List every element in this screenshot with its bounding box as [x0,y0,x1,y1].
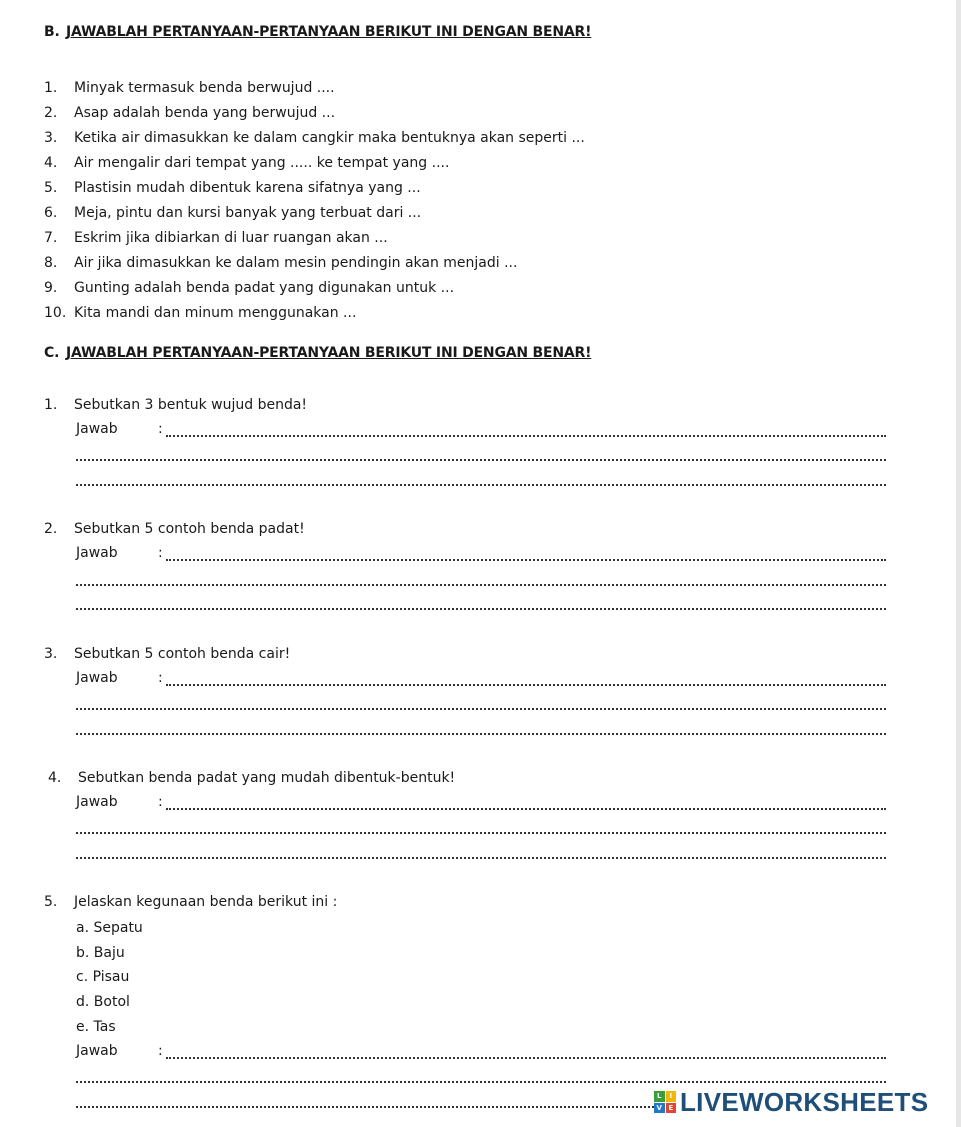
answer-line-first[interactable] [76,672,886,688]
section-b-letter: B. [44,24,60,40]
answer-line[interactable] [76,845,886,861]
question-text: Jelaskan kegunaan benda berikut ini : [74,894,338,910]
question-number: 10. [44,305,67,321]
answer-colon: : [158,794,163,810]
question-text: Air jika dimasukkan ke dalam mesin pendingin akan menjadi ... [74,255,518,271]
question-number: 4. [44,155,58,171]
answer-label: Jawab [76,670,118,686]
question-number: 6. [44,205,58,221]
answer-line[interactable] [76,572,886,588]
question-number: 3. [44,130,58,146]
answer-colon: : [158,670,163,686]
question-text: Meja, pintu dan kursi banyak yang terbuat dari ... [74,205,422,221]
answer-colon: : [158,545,163,561]
answer-line[interactable] [76,596,886,612]
sub-item: d. Botol [76,994,130,1010]
question-item [44,226,585,251]
dotted-line [166,435,886,437]
page-edge [956,0,961,1127]
question-text: Kita mandi dan minum menggunakan ... [74,305,357,321]
question-number: 2. [44,105,58,121]
question-text: Asap adalah benda yang berwujud ... [74,105,336,121]
question-text: Sebutkan 5 contoh benda padat! [74,521,305,537]
question-item [44,201,585,226]
question-item [44,251,585,276]
answer-line[interactable] [76,721,886,737]
answer-colon: : [158,421,163,437]
answer-line[interactable] [76,472,886,488]
question-item [44,76,585,101]
essay-question [44,397,307,413]
logo-tile: E [666,1103,677,1114]
section-b-question-list [44,76,585,326]
essay-question [44,646,290,662]
section-c-letter: C. [44,345,60,361]
question-item [44,301,585,326]
answer-line[interactable] [76,1069,886,1085]
sub-item: c. Pisau [76,969,130,985]
question-item [44,151,585,176]
question-item [44,101,585,126]
question-text: Minyak termasuk benda berwujud .... [74,80,335,96]
question-item [44,126,585,151]
answer-line-first[interactable] [76,423,886,439]
question-number: 5. [44,894,58,910]
section-c-title: JAWABLAH PERTANYAAN-PERTANYAAN BERIKUT INI DENGAN BENAR! [66,345,592,361]
dotted-line [76,608,886,610]
answer-line[interactable] [76,696,886,712]
question-number: 1. [44,397,58,413]
sub-item: b. Baju [76,945,125,961]
question-item [44,176,585,201]
logo-tile: I [666,1091,677,1102]
question-text: Sebutkan benda padat yang mudah dibentuk-bentuk! [78,770,456,786]
question-number: 4. [48,770,62,786]
answer-line-first[interactable] [76,547,886,563]
liveworksheets-logo-icon [654,1091,676,1113]
answer-label: Jawab [76,545,118,561]
question-text: Sebutkan 5 contoh benda cair! [74,646,291,662]
question-item [44,276,585,301]
question-number: 5. [44,180,58,196]
essay-question [48,770,455,786]
dotted-line [76,584,886,586]
question-number: 7. [44,230,58,246]
section-b-title: JAWABLAH PERTANYAAN-PERTANYAAN BERIKUT INI DENGAN BENAR! [66,24,592,40]
answer-line[interactable] [76,820,886,836]
logo-tile: V [654,1103,665,1114]
dotted-line [166,559,886,561]
section-b-heading [44,24,591,40]
essay-question [44,521,305,537]
sub-item: a. Sepatu [76,920,143,936]
question-number: 1. [44,80,58,96]
question-text: Plastisin mudah dibentuk karena sifatnya yang ... [74,180,421,196]
dotted-line [76,832,886,834]
dotted-line [76,484,886,486]
answer-line[interactable] [76,447,886,463]
answer-line-first[interactable] [76,1045,886,1061]
dotted-line [76,857,886,859]
question-text: Ketika air dimasukkan ke dalam cangkir maka bentuknya akan seperti ... [74,130,585,146]
answer-label: Jawab [76,794,118,810]
question-text: Gunting adalah benda padat yang digunakan untuk ... [74,280,455,296]
answer-line-first[interactable] [76,796,886,812]
question-text: Eskrim jika dibiarkan di luar ruangan akan ... [74,230,388,246]
essay-question [44,894,337,910]
liveworksheets-logo[interactable] [654,1086,932,1118]
answer-label: Jawab [76,421,118,437]
dotted-line [76,1081,886,1083]
answer-colon: : [158,1043,163,1059]
dotted-line [166,1057,886,1059]
question-number: 9. [44,280,58,296]
question-number: 3. [44,646,58,662]
answer-label: Jawab [76,1043,118,1059]
dotted-line [166,808,886,810]
logo-tile: L [654,1091,665,1102]
question-text: Sebutkan 3 bentuk wujud benda! [74,397,308,413]
question-number: 2. [44,521,58,537]
liveworksheets-logo-text: LIVEWORKSHEETS [680,1086,929,1117]
sub-item: e. Tas [76,1019,116,1035]
question-text: Air mengalir dari tempat yang ..... ke tempat yang .... [74,155,450,171]
dotted-line [166,684,886,686]
dotted-line [76,708,886,710]
dotted-line [76,733,886,735]
section-c-heading [44,345,591,361]
question-number: 8. [44,255,58,271]
dotted-line [76,459,886,461]
